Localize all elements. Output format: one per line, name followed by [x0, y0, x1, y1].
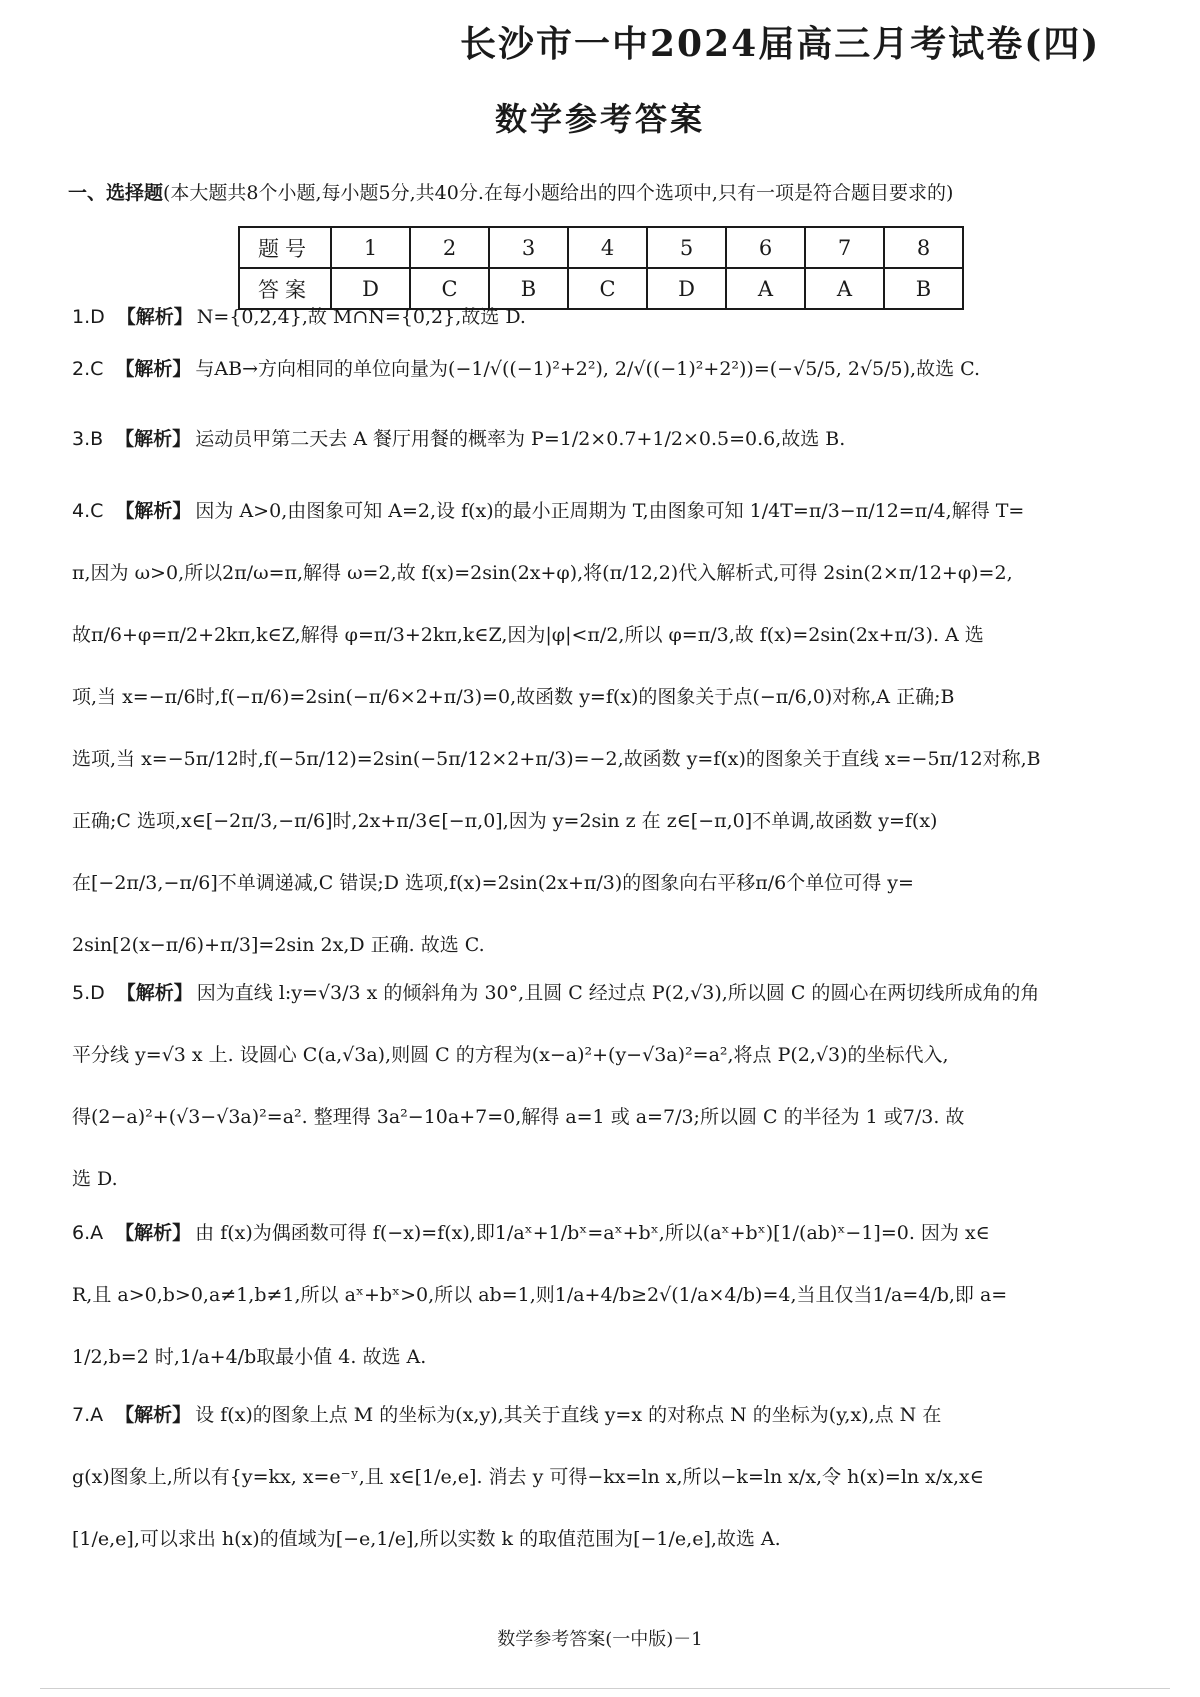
solution-line: 因为直线 l:y=√3/3 x 的倾斜角为 30°,且圆 C 经过点 P(2,√3),所以圆 C 的圆心在两切线所成角的角	[196, 982, 1040, 1004]
solution-7	[72, 1384, 1142, 1570]
solution-line: 2sin[2(x−π/6)+π/3]=2sin 2x,D 正确. 故选 C.	[72, 934, 485, 956]
solution-line: 由 f(x)为偶函数可得 f(−x)=f(x),即1/aˣ+1/bˣ=aˣ+bˣ,所以(aˣ+bˣ)[1/(ab)ˣ−1]=0. 因为 x∈	[195, 1222, 990, 1244]
answer-cell: D	[647, 268, 726, 309]
section-label: 一、选择题	[68, 182, 164, 204]
solution-number: 2.C	[72, 358, 104, 380]
solution-3	[72, 408, 1142, 470]
row-label-answer: 答案	[239, 268, 331, 309]
solution-line: R,且 a>0,b>0,a≠1,b≠1,所以 aˣ+bˣ>0,所以 ab=1,则1/a+4/b≥2√(1/a×4/b)=4,当且仅当1/a=4/b,即 a=	[72, 1284, 1008, 1306]
solution-line: 选项,当 x=−5π/12时,f(−5π/12)=2sin(−5π/12×2+π/3)=−2,故函数 y=f(x)的图象关于直线 x=−5π/12对称,B	[72, 748, 1041, 770]
question-number-cell: 3	[489, 227, 568, 268]
question-number-cell: 1	[331, 227, 410, 268]
solution-line: 在[−2π/3,−π/6]不单调递减,C 错误;D 选项,f(x)=2sin(2x+π/3)的图象向右平移π/6个单位可得 y=	[72, 872, 914, 894]
answer-cell: C	[568, 268, 647, 309]
solution-line: N={0,2,4},故 M∩N={0,2},故选 D.	[196, 306, 526, 328]
page-footer: 数学参考答案(一中版)－1	[497, 1629, 703, 1650]
answer-table-row-numbers	[239, 227, 963, 268]
solution-line: [1/e,e],可以求出 h(x)的值域为[−e,1/e],所以实数 k 的取值范围为[−1/e,e],故选 A.	[72, 1528, 781, 1550]
analysis-tag: 【解析】	[115, 358, 192, 380]
analysis-tag: 【解析】	[115, 1222, 192, 1244]
solution-5	[72, 962, 1142, 1210]
analysis-tag: 【解析】	[115, 428, 192, 450]
document-subtitle: 数学参考答案	[494, 100, 705, 138]
solution-line: 1/2,b=2 时,1/a+4/b取最小值 4. 故选 A.	[72, 1346, 427, 1368]
question-number-cell: 7	[805, 227, 884, 268]
solution-2	[72, 338, 1142, 400]
analysis-tag: 【解析】	[115, 500, 192, 522]
solution-number: 5.D	[72, 982, 105, 1004]
row-label-number: 题号	[239, 227, 331, 268]
solution-number: 1.D	[72, 306, 105, 328]
solution-line: 得(2−a)²+(√3−√3a)²=a². 整理得 3a²−10a+7=0,解得 a=1 或 a=7/3;所以圆 C 的半径为 1 或7/3. 故	[72, 1106, 965, 1128]
question-number-cell: 2	[410, 227, 489, 268]
answer-cell: C	[410, 268, 489, 309]
solution-line: 平分线 y=√3 x 上. 设圆心 C(a,√3a),则圆 C 的方程为(x−a)²+(y−√3a)²=a²,将点 P(2,√3)的坐标代入,	[72, 1044, 949, 1066]
question-number-cell: 4	[568, 227, 647, 268]
solution-number: 7.A	[72, 1404, 104, 1426]
solution-line: 故π/6+φ=π/2+2kπ,k∈Z,解得 φ=π/3+2kπ,k∈Z,因为|φ|<π/2,所以 φ=π/3,故 f(x)=2sin(2x+π/3). A 选	[72, 624, 984, 646]
answer-cell: D	[331, 268, 410, 309]
solution-line: 与AB→方向相同的单位向量为(−1/√((−1)²+2²), 2/√((−1)²+2²))=(−√5/5, 2√5/5),故选 C.	[195, 358, 981, 380]
answer-cell: B	[489, 268, 568, 309]
answer-cell: A	[805, 268, 884, 309]
bottom-divider	[40, 1688, 1170, 1689]
question-number-cell: 6	[726, 227, 805, 268]
solution-line: π,因为 ω>0,所以2π/ω=π,解得 ω=2,故 f(x)=2sin(2x+φ),将(π/12,2)代入解析式,可得 2sin(2×π/12+φ)=2,	[72, 562, 1013, 584]
solution-6	[72, 1202, 1142, 1388]
analysis-tag: 【解析】	[115, 1404, 192, 1426]
solution-line: 项,当 x=−π/6时,f(−π/6)=2sin(−π/6×2+π/3)=0,故函数 y=f(x)的图象关于点(−π/6,0)对称,A 正确;B	[72, 686, 955, 708]
analysis-tag: 【解析】	[116, 982, 193, 1004]
section-heading	[68, 178, 953, 205]
question-number-cell: 8	[884, 227, 963, 268]
analysis-tag: 【解析】	[116, 306, 193, 328]
solution-line: 设 f(x)的图象上点 M 的坐标为(x,y),其关于直线 y=x 的对称点 N 的坐标为(y,x),点 N 在	[195, 1404, 942, 1426]
solution-4	[72, 480, 1142, 976]
solution-number: 3.B	[72, 428, 104, 450]
question-number-cell: 5	[647, 227, 726, 268]
section-note: (本大题共8个小题,每小题5分,共40分.在每小题给出的四个选项中,只有一项是符合题目要求的)	[163, 182, 954, 204]
exam-title: 长沙市一中2024届高三月考试卷(四)	[460, 23, 1101, 65]
answer-cell: B	[884, 268, 963, 309]
solution-number: 6.A	[72, 1222, 104, 1244]
solution-line: 因为 A>0,由图象可知 A=2,设 f(x)的最小正周期为 T,由图象可知 1/4T=π/3−π/12=π/4,解得 T=	[195, 500, 1025, 522]
solution-line: g(x)图象上,所以有{y=kx, x=e⁻ʸ,且 x∈[1/e,e]. 消去 y 可得−kx=ln x,所以−k=ln x/x,令 h(x)=ln x/x,x∈	[72, 1466, 984, 1488]
solution-line: 选 D.	[72, 1168, 118, 1190]
solution-number: 4.C	[72, 500, 104, 522]
solution-line: 正确;C 选项,x∈[−2π/3,−π/6]时,2x+π/3∈[−π,0],因为 y=2sin z 在 z∈[−π,0]不单调,故函数 y=f(x)	[72, 810, 938, 832]
solution-line: 运动员甲第二天去 A 餐厅用餐的概率为 P=1/2×0.7+1/2×0.5=0.6,故选 B.	[195, 428, 846, 450]
answer-cell: A	[726, 268, 805, 309]
